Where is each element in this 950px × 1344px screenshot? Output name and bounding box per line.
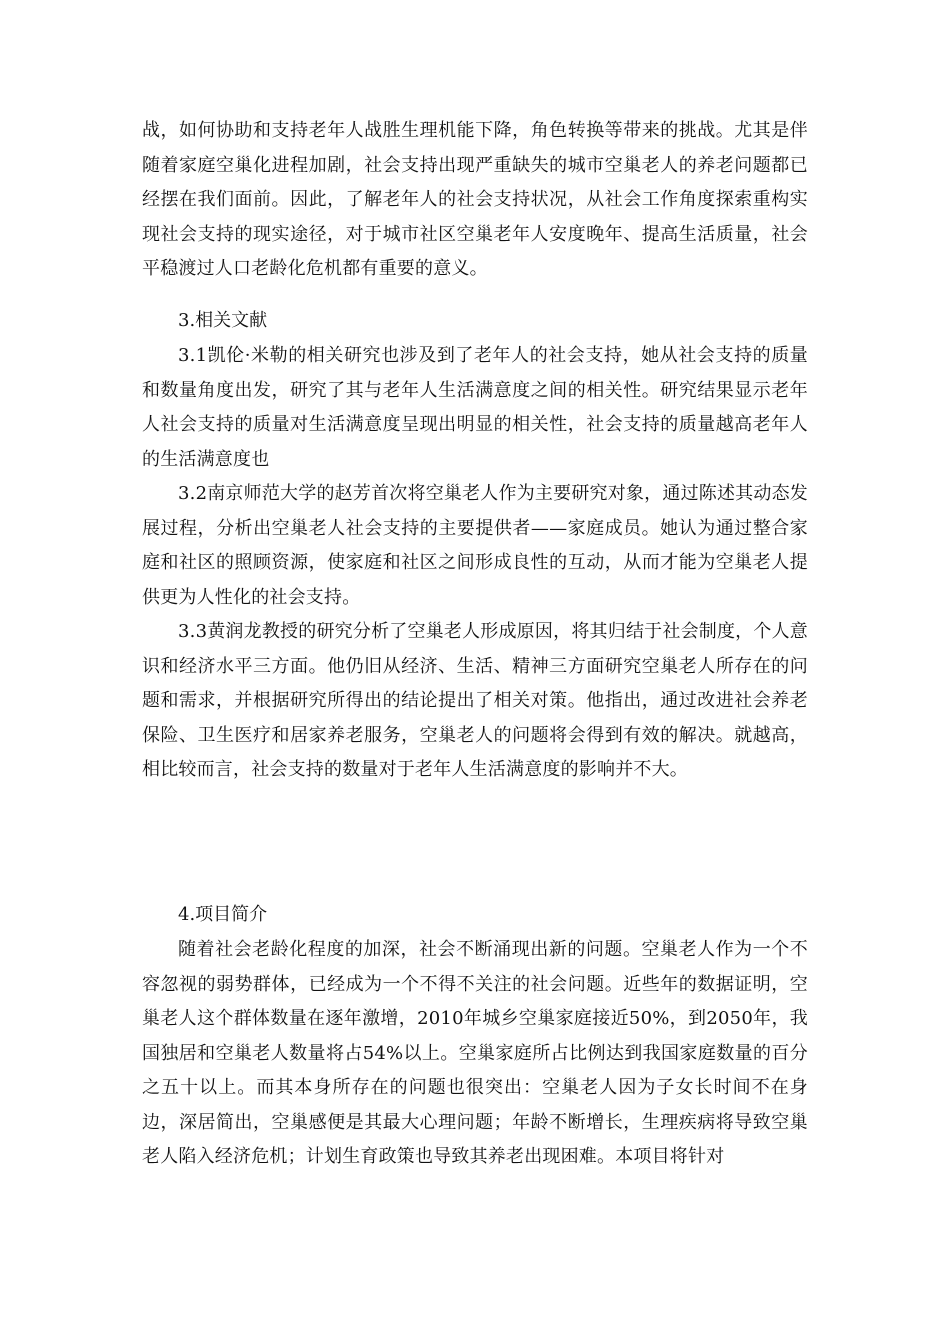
paragraph-intro-continued: 战，如何协助和支持老年人战胜生理机能下降，角色转换等带来的挑战。尤其是伴随着家庭空巢化进程加剧，社会支持出现严重缺失的城市空巢老人的养老问题都已经摆在我们面前。因此，了解老年人的社会支持状况，从社会工作角度探索重构实现社会支持的现实途径，对于城市社区空巢老年人安度晚年、提高生活质量，社会平稳渡过人口老龄化危机都有重要的意义。 [142, 120, 808, 279]
paragraph-literature-3-1: 3.1凯伦·米勒的相关研究也涉及到了老年人的社会支持，她从社会支持的质量和数量角度出发，研究了其与老年人生活满意度之间的相关性。研究结果显示老年人社会支持的质量对生活满意度呈现出明显的相关性，社会支持的质量越高老年人的生活满意度也 [142, 345, 808, 470]
paragraph-literature-3-3: 3.3黄润龙教授的研究分析了空巢老人形成原因，将其归结于社会制度，个人意识和经济水平三方面。他仍旧从经济、生活、精神三方面研究空巢老人所存在的问题和需求，并根据研究所得出的结论提出了相关对策。他指出，通过改进社会养老保险、卫生医疗和居家养老服务，空巢老人的问题将会得到有效的解决。就越高，相比较而言，社会支持的数量对于老年人生活满意度的影响并不大。 [142, 621, 808, 780]
section-heading-project-intro: 4.项目简介 [178, 904, 268, 925]
section-heading-literature: 3.相关文献 [178, 310, 268, 331]
paragraph-project-intro: 随着社会老龄化程度的加深，社会不断涌现出新的问题。空巢老人作为一个不容忽视的弱势群体，已经成为一个不得不关注的社会问题。近些年的数据证明，空巢老人这个群体数量在逐年激增，2010年城乡空巢家庭接近50%，到2050年，我国独居和空巢老人数量将占54%以上。空巢家庭所占比例达到我国家庭数量的百分之五十以上。而其本身所存在的问题也很突出：空巢老人因为子女长时间不在身边，深居简出，空巢感便是其最大心理问题；年龄不断增长，生理疾病将导致空巢老人陷入经济危机；计划生育政策也导致其养老出现困难。本项目将针对 [142, 939, 808, 1167]
paragraph-literature-3-2: 3.2南京师范大学的赵芳首次将空巢老人作为主要研究对象，通过陈述其动态发展过程，分析出空巢老人社会支持的主要提供者——家庭成员。她认为通过整合家庭和社区的照顾资源，使家庭和社区之间形成良性的互动，从而才能为空巢老人提供更为人性化的社会支持。 [142, 483, 808, 608]
